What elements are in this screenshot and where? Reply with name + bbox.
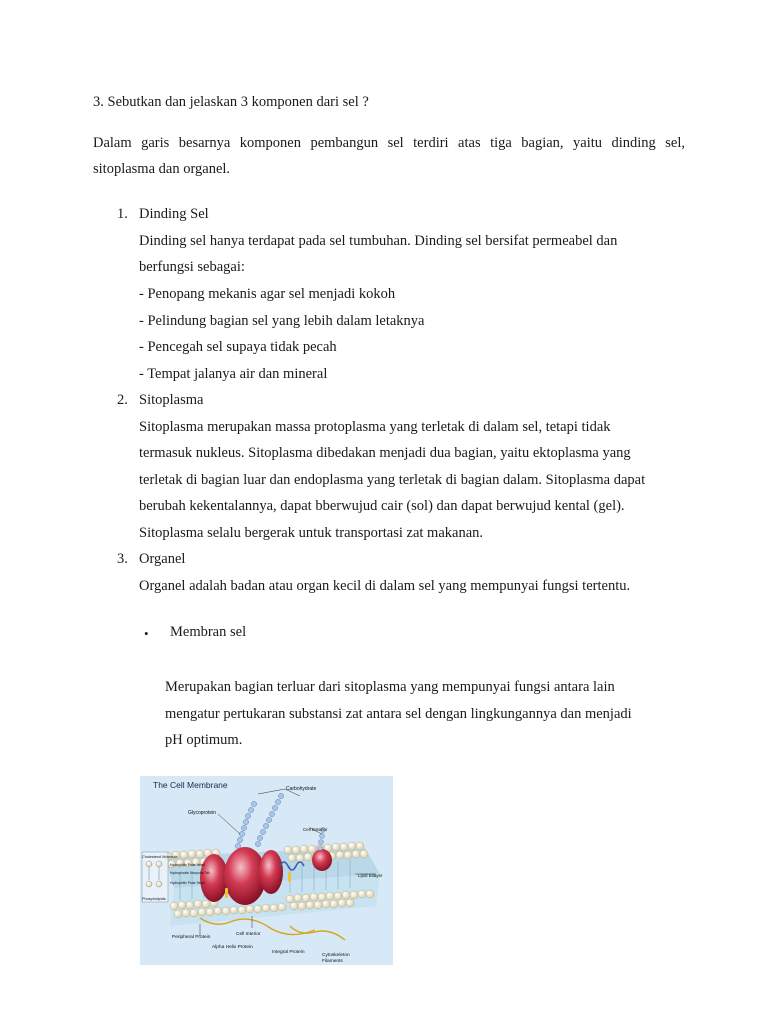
item-1-line: Dinding sel hanya terdapat pada sel tumbuhan. Dinding sel bersifat permeabel dan [139, 233, 618, 249]
item-title-dinding-sel: Dinding Sel [139, 206, 209, 222]
item-title-organel: Organel [139, 551, 186, 567]
label-lipid-bilayer: Lipid Bilayer [358, 873, 383, 878]
phospholipid-inset [142, 852, 168, 902]
figure-title: The Cell Membrane [153, 780, 228, 790]
label-cytoskeleton: Cytoskeleton [322, 953, 350, 958]
item-3-line: Organel adalah badan atau organ kecil di dalam sel yang mempunyai fungsi tertentu. [139, 578, 631, 594]
label-phospholipids: Phospholipids [142, 897, 166, 901]
label-hydrophobic-tail: Hydrophobic Nonpolar Tail [170, 871, 210, 875]
item-1-line: - Pencegah sel supaya tidak pecah [139, 339, 337, 355]
item-2-line: Sitoplasma selalu bergerak untuk transportasi zat makanan. [139, 525, 484, 541]
item-2-line: termasuk nukleus. Sitoplasma dibedakan menjadi dua bagian, yaitu ektoplasma yang [139, 445, 631, 461]
intro-line-1: Dalam garis besarnya komponen pembangun sel terdiri atas tiga bagian, yaitu dinding sel, [93, 135, 685, 151]
label-cholesterol: Cholesterol Molecule [142, 855, 178, 859]
item-2-line: berubah kekentalannya, dapat bberwujud cair (sol) dan dapat berwujud kental (gel). [139, 498, 625, 514]
item-1-line: - Pelindung bagian sel yang lebih dalam letaknya [139, 313, 425, 329]
item-number-1: 1. [117, 206, 128, 222]
label-integral-protein: Integral Protein [272, 950, 305, 955]
label-carbohydrate: Carbohydrate [286, 786, 317, 792]
label-alpha-helix-protein: Alpha Helix Protein [212, 945, 253, 950]
item-number-2: 2. [117, 392, 128, 408]
item-title-sitoplasma: Sitoplasma [139, 392, 204, 408]
bullet-line: mengatur pertukaran substansi zat antara sel dengan lingkungannya dan menjadi [165, 706, 632, 722]
bullet-line: Merupakan bagian terluar dari sitoplasma yang mempunyai fungsi antara lain [165, 679, 615, 695]
item-1-line: - Penopang mekanis agar sel menjadi kokoh [139, 286, 396, 302]
bullet-icon: • [144, 626, 149, 641]
carbohydrate-chains [235, 793, 325, 850]
item-number-3: 3. [117, 551, 128, 567]
intro-line-2: sitoplasma dan organel. [93, 161, 231, 177]
cell-membrane-figure [140, 776, 393, 965]
label-filaments: Filaments [322, 959, 343, 964]
cell-membrane-diagram [140, 776, 393, 965]
label-cell-interior: Cell Interior [236, 932, 261, 937]
item-2-line: terletak di bagian luar dan endoplasma yang terletak di bagian dalam. Sitoplasma dapat [139, 472, 646, 488]
label-peripheral-protein: Peripheral Protein [172, 935, 211, 940]
cytoskeleton-filaments [200, 918, 345, 940]
question-heading: 3. Sebutkan dan jelaskan 3 komponen dari sel ? [93, 94, 369, 110]
bullet-title-membran-sel: Membran sel [170, 624, 247, 640]
item-1-line: - Tempat jalanya air dan mineral [139, 366, 328, 382]
label-hydrophilic-head: Hydrophilic Polar Head [170, 863, 205, 867]
item-1-line: berfungsi sebagai: [139, 259, 245, 275]
item-2-line: Sitoplasma merupakan massa protoplasma yang terletak di dalam sel, tetapi tidak [139, 419, 611, 435]
label-glycoprotein: Glycoprotein [188, 810, 217, 816]
label-cell-exterior: Cell Exterior [303, 827, 328, 832]
bullet-line: pH optimum. [165, 732, 243, 748]
label-hydrophilic-head-2: Hydrophilic Polar Head [170, 881, 205, 885]
